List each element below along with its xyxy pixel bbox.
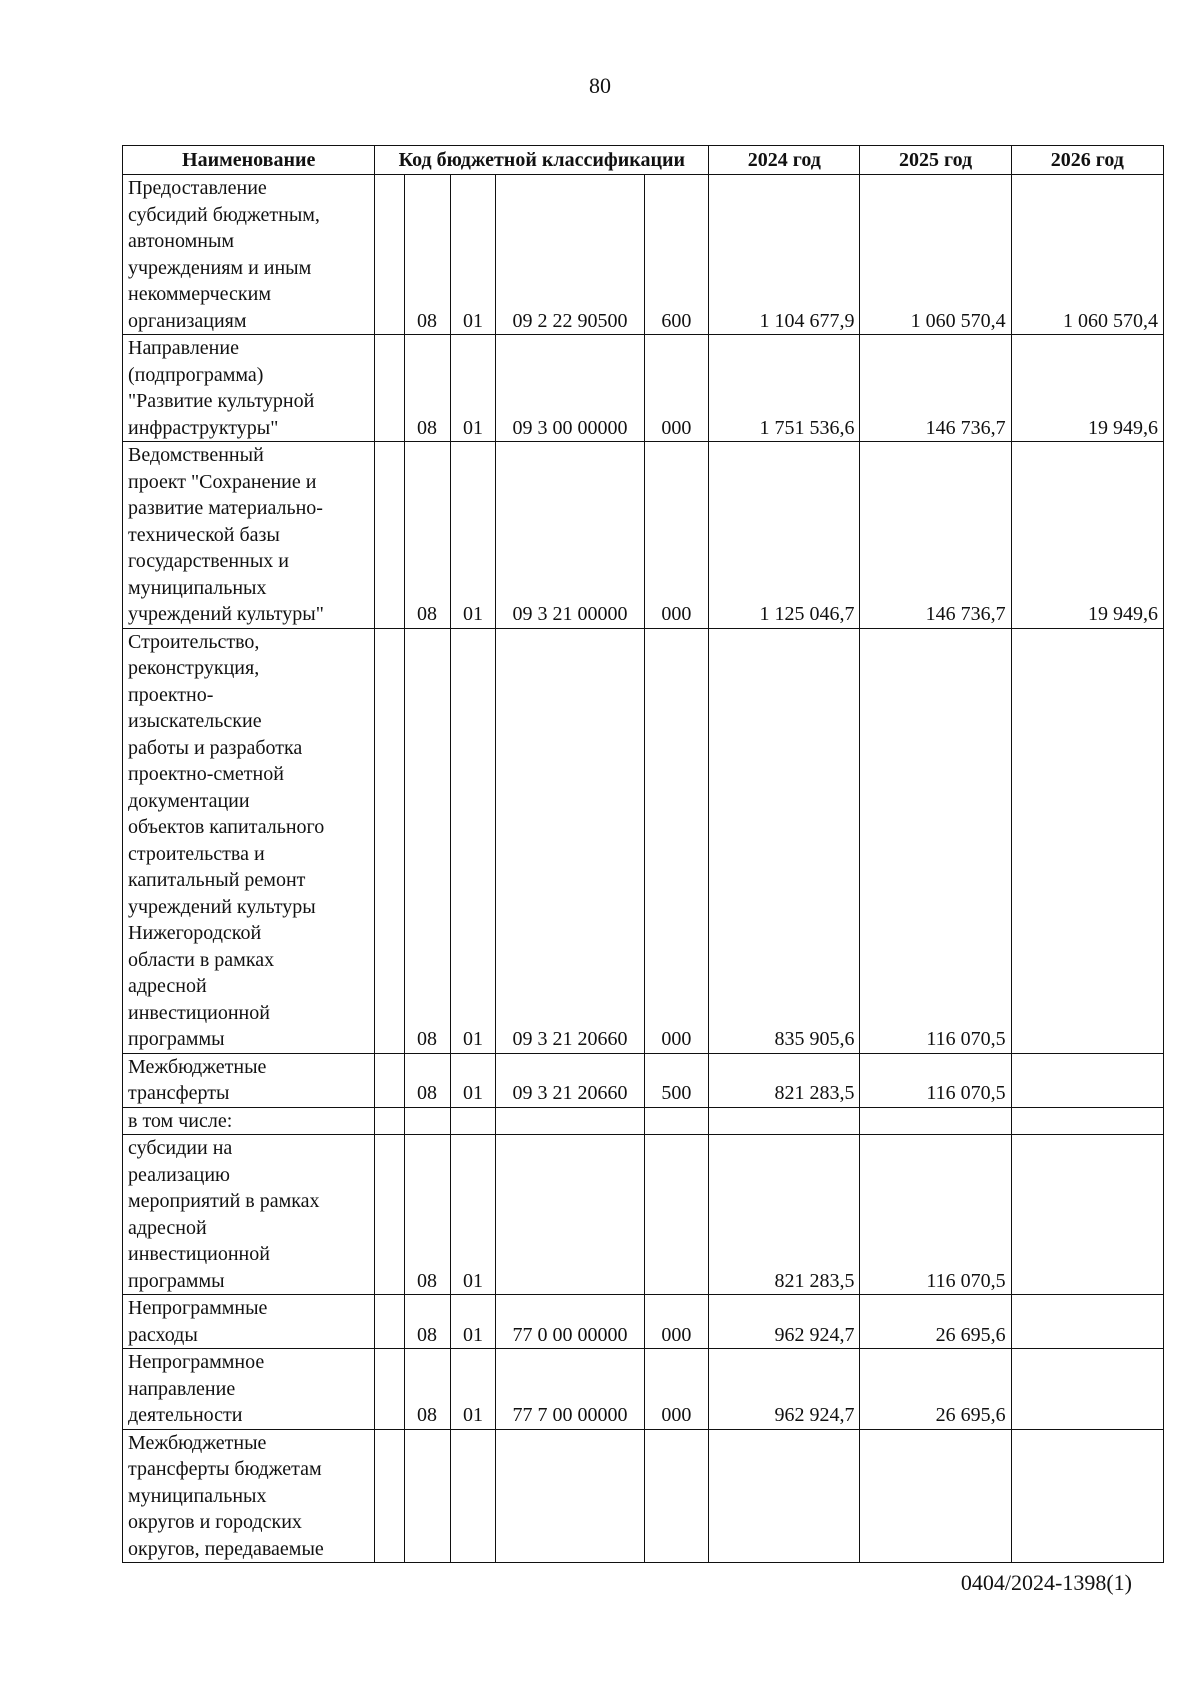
table-row: [123, 1053, 1164, 1107]
row-name: Строительство, реконструкция, проектно- изыскательские работы и разработка проектно-сметной документации объектов капитального строительства и капитальный ремонт учреждений культуры Нижегородской области в рамках адресной инвестиционной программы: [123, 628, 375, 1053]
row-expense-type: 500: [644, 1053, 709, 1107]
row-target-article: 09 2 22 90500: [496, 175, 644, 335]
row-name: Межбюджетные трансферты бюджетам муниципальных округов и городских округов, передаваемые: [123, 1429, 375, 1563]
row-expense-type: 000: [644, 628, 709, 1053]
row-subsection-code: 01: [450, 335, 496, 442]
row-value-2026: [1011, 1349, 1163, 1430]
document-code: 0404/2024-1398(1): [960, 1570, 1132, 1595]
row-value-2024: 835 905,6: [709, 628, 860, 1053]
row-target-article: 77 0 00 00000: [496, 1295, 644, 1349]
row-subsection-code: 01: [450, 628, 496, 1053]
row-section-code: 08: [404, 335, 450, 442]
table-row: [123, 1107, 1164, 1135]
row-value-2025: 146 736,7: [860, 442, 1011, 629]
header-2024: 2024 год: [709, 146, 860, 175]
row-value-2024: 962 924,7: [709, 1295, 860, 1349]
row-section-code: [404, 1429, 450, 1563]
row-subsection-code: 01: [450, 1053, 496, 1107]
row-blank-cell: [375, 335, 404, 442]
row-value-2025: 146 736,7: [860, 335, 1011, 442]
row-value-2025: [860, 1107, 1011, 1135]
row-value-2025: 116 070,5: [860, 1135, 1011, 1295]
table-row: [123, 1349, 1164, 1430]
row-expense-type: 000: [644, 442, 709, 629]
row-value-2026: [1011, 1053, 1163, 1107]
row-value-2025: 116 070,5: [860, 1053, 1011, 1107]
row-value-2025: 116 070,5: [860, 628, 1011, 1053]
row-value-2024: 1 125 046,7: [709, 442, 860, 629]
table-row: [123, 175, 1164, 335]
header-code: Код бюджетной классификации: [375, 146, 709, 175]
table-row: [123, 628, 1164, 1053]
row-expense-type: [644, 1429, 709, 1563]
row-value-2025: 26 695,6: [860, 1295, 1011, 1349]
row-target-article: [496, 1107, 644, 1135]
row-value-2026: [1011, 1295, 1163, 1349]
header-2026: 2026 год: [1011, 146, 1163, 175]
row-blank-cell: [375, 175, 404, 335]
table-row: [123, 1135, 1164, 1295]
row-subsection-code: [450, 1107, 496, 1135]
row-subsection-code: 01: [450, 1295, 496, 1349]
row-section-code: 08: [404, 442, 450, 629]
header-row: [123, 146, 1164, 175]
table-row: [123, 1295, 1164, 1349]
row-expense-type: 000: [644, 335, 709, 442]
row-value-2025: [860, 1429, 1011, 1563]
table-row: [123, 442, 1164, 629]
row-target-article: [496, 1429, 644, 1563]
row-section-code: 08: [404, 175, 450, 335]
row-subsection-code: [450, 1429, 496, 1563]
page-number: 80: [589, 73, 611, 98]
row-value-2026: [1011, 1429, 1163, 1563]
row-name: Непрограммные расходы: [123, 1295, 375, 1349]
table-row: [123, 1429, 1164, 1563]
row-expense-type: 000: [644, 1349, 709, 1430]
row-value-2025: 26 695,6: [860, 1349, 1011, 1430]
row-value-2024: 1 751 536,6: [709, 335, 860, 442]
row-target-article: 09 3 21 20660: [496, 628, 644, 1053]
row-value-2024: 821 283,5: [709, 1053, 860, 1107]
row-subsection-code: 01: [450, 175, 496, 335]
row-value-2024: [709, 1107, 860, 1135]
row-value-2026: 1 060 570,4: [1011, 175, 1163, 335]
row-value-2025: 1 060 570,4: [860, 175, 1011, 335]
row-section-code: [404, 1107, 450, 1135]
header-2025: 2025 год: [860, 146, 1011, 175]
header-name: Наименование: [123, 146, 375, 175]
row-target-article: 09 3 21 00000: [496, 442, 644, 629]
row-blank-cell: [375, 1349, 404, 1430]
row-target-article: 09 3 21 20660: [496, 1053, 644, 1107]
row-target-article: 77 7 00 00000: [496, 1349, 644, 1430]
row-section-code: 08: [404, 628, 450, 1053]
row-blank-cell: [375, 1053, 404, 1107]
row-blank-cell: [375, 1295, 404, 1349]
row-blank-cell: [375, 442, 404, 629]
row-value-2024: [709, 1429, 860, 1563]
row-value-2026: [1011, 628, 1163, 1053]
row-expense-type: 000: [644, 1295, 709, 1349]
row-name: Межбюджетные трансферты: [123, 1053, 375, 1107]
row-blank-cell: [375, 1135, 404, 1295]
row-blank-cell: [375, 628, 404, 1053]
row-name: в том числе:: [123, 1107, 375, 1135]
row-expense-type: [644, 1107, 709, 1135]
row-expense-type: 600: [644, 175, 709, 335]
row-expense-type: [644, 1135, 709, 1295]
row-subsection-code: 01: [450, 1135, 496, 1295]
row-section-code: 08: [404, 1053, 450, 1107]
row-target-article: 09 3 00 00000: [496, 335, 644, 442]
row-value-2026: 19 949,6: [1011, 335, 1163, 442]
row-value-2026: 19 949,6: [1011, 442, 1163, 629]
row-name: Направление (подпрограмма) "Развитие культурной инфраструктуры": [123, 335, 375, 442]
row-blank-cell: [375, 1429, 404, 1563]
row-value-2026: [1011, 1107, 1163, 1135]
budget-table: [122, 145, 1164, 1563]
row-value-2024: 821 283,5: [709, 1135, 860, 1295]
row-value-2024: 962 924,7: [709, 1349, 860, 1430]
row-name: Ведомственный проект "Сохранение и развитие материально- технической базы государственных и муниципальных учреждений культуры": [123, 442, 375, 629]
row-name: Непрограммное направление деятельности: [123, 1349, 375, 1430]
row-name: Предоставление субсидий бюджетным, автономным учреждениям и иным некоммерческим организациям: [123, 175, 375, 335]
table-row: [123, 335, 1164, 442]
row-value-2024: 1 104 677,9: [709, 175, 860, 335]
row-subsection-code: 01: [450, 442, 496, 629]
row-blank-cell: [375, 1107, 404, 1135]
row-section-code: 08: [404, 1349, 450, 1430]
row-section-code: 08: [404, 1135, 450, 1295]
row-target-article: [496, 1135, 644, 1295]
row-name: субсидии на реализацию мероприятий в рамках адресной инвестиционной программы: [123, 1135, 375, 1295]
row-subsection-code: 01: [450, 1349, 496, 1430]
row-section-code: 08: [404, 1295, 450, 1349]
row-value-2026: [1011, 1135, 1163, 1295]
